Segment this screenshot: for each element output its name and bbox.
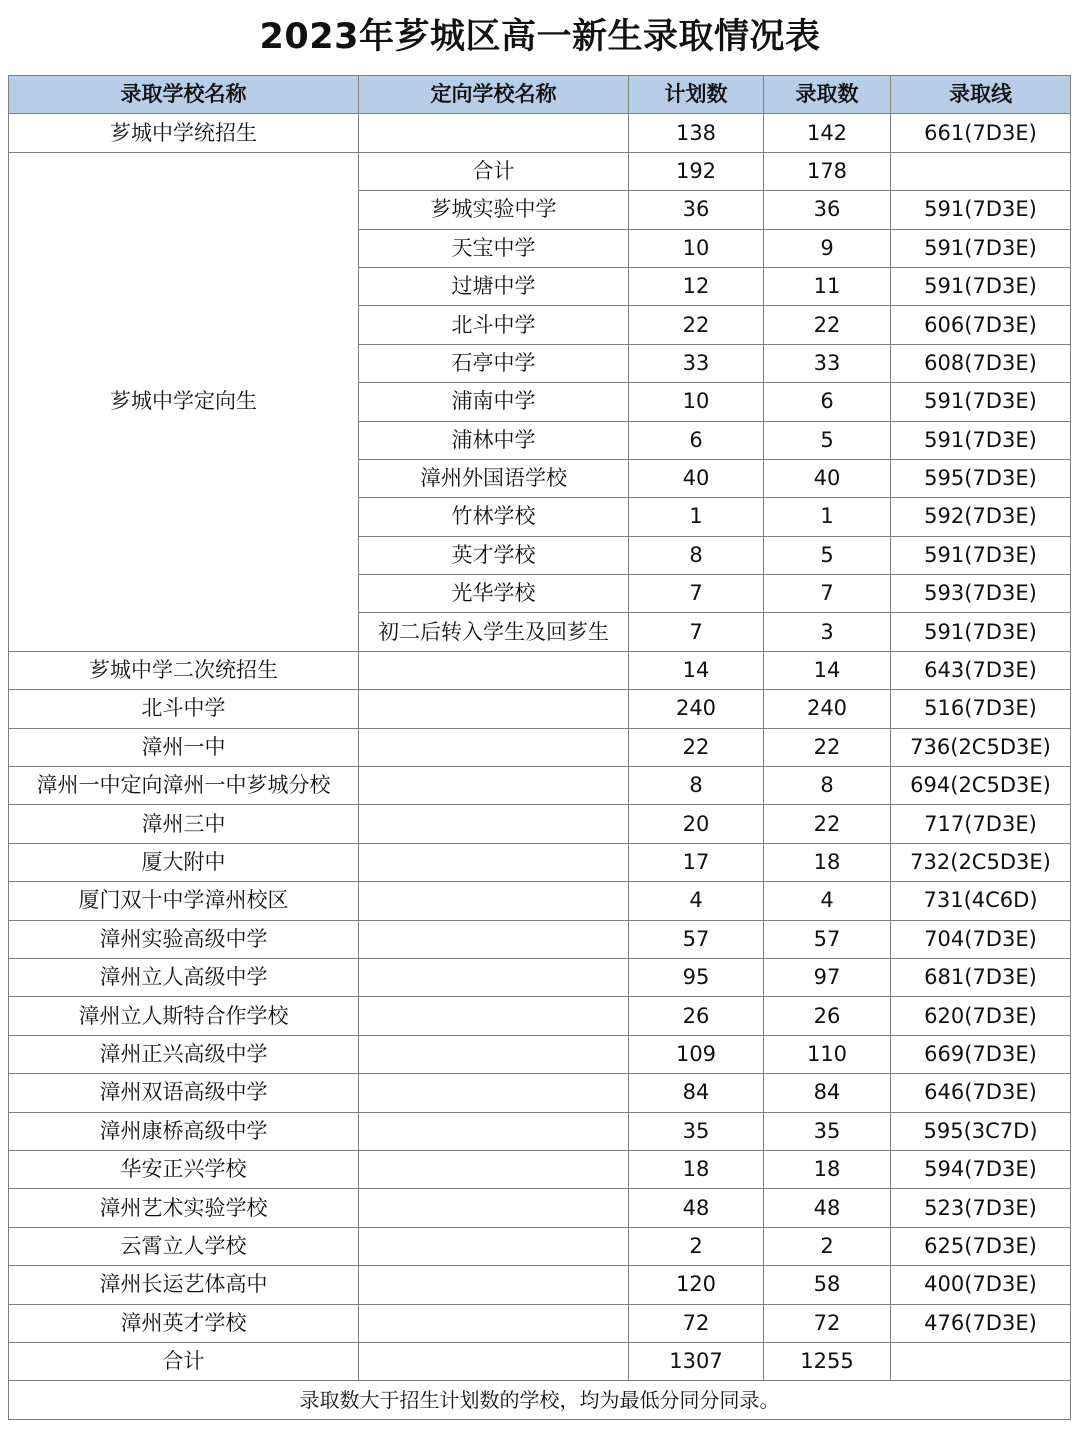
table-row	[9, 882, 1071, 920]
cutoff-score: 591(7D3E)	[891, 383, 1071, 421]
cutoff-score: 646(7D3E)	[891, 1074, 1071, 1112]
target-school: 过塘中学	[359, 267, 629, 305]
admit-count: 22	[764, 805, 891, 843]
cutoff-score: 661(7D3E)	[891, 114, 1071, 152]
plan-count: 95	[629, 958, 764, 996]
school-name: 云霄立人学校	[9, 1227, 359, 1265]
header-cutoff: 录取线	[891, 76, 1071, 114]
table-row	[9, 1074, 1071, 1112]
target-school	[359, 805, 629, 843]
admit-count: 22	[764, 728, 891, 766]
plan-count: 22	[629, 306, 764, 344]
school-name: 漳州艺术实验学校	[9, 1189, 359, 1227]
header-plan: 计划数	[629, 76, 764, 114]
school-name: 漳州三中	[9, 805, 359, 843]
school-name: 漳州立人斯特合作学校	[9, 997, 359, 1035]
plan-count: 8	[629, 767, 764, 805]
plan-count: 12	[629, 267, 764, 305]
target-school	[359, 1074, 629, 1112]
plan-count: 33	[629, 344, 764, 382]
admit-count: 57	[764, 920, 891, 958]
cutoff-score: 593(7D3E)	[891, 575, 1071, 613]
plan-count: 138	[629, 114, 764, 152]
admit-count: 240	[764, 690, 891, 728]
cutoff-score: 732(2C5D3E)	[891, 843, 1071, 881]
target-school: 合计	[359, 152, 629, 190]
admit-count: 58	[764, 1266, 891, 1304]
target-school	[359, 690, 629, 728]
plan-count: 14	[629, 651, 764, 689]
cutoff-score: 736(2C5D3E)	[891, 728, 1071, 766]
admit-count: 4	[764, 882, 891, 920]
school-name: 厦大附中	[9, 843, 359, 881]
cutoff-score: 592(7D3E)	[891, 498, 1071, 536]
cutoff-score: 608(7D3E)	[891, 344, 1071, 382]
plan-count: 2	[629, 1227, 764, 1265]
plan-count: 72	[629, 1304, 764, 1342]
admit-count: 6	[764, 383, 891, 421]
plan-count: 1	[629, 498, 764, 536]
table-row	[9, 728, 1071, 766]
page-title: 2023年芗城区高一新生录取情况表	[259, 17, 821, 57]
table-row	[9, 1227, 1071, 1265]
table-row	[9, 958, 1071, 996]
target-school	[359, 651, 629, 689]
target-school: 英才学校	[359, 536, 629, 574]
school-name: 漳州实验高级中学	[9, 920, 359, 958]
cutoff-score: 643(7D3E)	[891, 651, 1071, 689]
plan-count: 4	[629, 882, 764, 920]
plan-count: 36	[629, 191, 764, 229]
school-name: 华安正兴学校	[9, 1150, 359, 1188]
school-name: 芗城中学统招生	[9, 114, 359, 152]
plan-count: 192	[629, 152, 764, 190]
target-school: 初二后转入学生及回芗生	[359, 613, 629, 651]
cutoff-score: 400(7D3E)	[891, 1266, 1071, 1304]
target-school: 石亭中学	[359, 344, 629, 382]
target-school: 浦南中学	[359, 383, 629, 421]
school-name: 漳州双语高级中学	[9, 1074, 359, 1112]
cutoff-score	[891, 152, 1071, 190]
target-school: 芗城实验中学	[359, 191, 629, 229]
plan-count: 84	[629, 1074, 764, 1112]
table-row	[9, 114, 1071, 152]
cutoff-score: 694(2C5D3E)	[891, 767, 1071, 805]
table-row	[9, 843, 1071, 881]
admit-count: 35	[764, 1112, 891, 1150]
cutoff-score: 516(7D3E)	[891, 690, 1071, 728]
table-row	[9, 1189, 1071, 1227]
plan-count: 35	[629, 1112, 764, 1150]
table-row	[9, 767, 1071, 805]
cutoff-score: 595(3C7D)	[891, 1112, 1071, 1150]
admit-count: 33	[764, 344, 891, 382]
table-row	[9, 1266, 1071, 1304]
school-name: 漳州正兴高级中学	[9, 1035, 359, 1073]
school-name: 漳州立人高级中学	[9, 958, 359, 996]
cutoff-score: 731(4C6D)	[891, 882, 1071, 920]
admission-table	[8, 75, 1071, 1420]
plan-count: 6	[629, 421, 764, 459]
cutoff-score: 606(7D3E)	[891, 306, 1071, 344]
cutoff-score: 523(7D3E)	[891, 1189, 1071, 1227]
target-school	[359, 114, 629, 152]
header-target-school: 定向学校名称	[359, 76, 629, 114]
plan-count: 10	[629, 383, 764, 421]
admit-count: 72	[764, 1304, 891, 1342]
cutoff-score: 717(7D3E)	[891, 805, 1071, 843]
admit-count: 8	[764, 767, 891, 805]
target-school	[359, 767, 629, 805]
school-name: 漳州康桥高级中学	[9, 1112, 359, 1150]
cutoff-score: 594(7D3E)	[891, 1150, 1071, 1188]
target-school: 天宝中学	[359, 229, 629, 267]
table-row	[9, 805, 1071, 843]
target-school: 漳州外国语学校	[359, 459, 629, 497]
admit-count: 48	[764, 1189, 891, 1227]
plan-count: 7	[629, 575, 764, 613]
table-row	[9, 690, 1071, 728]
plan-count: 240	[629, 690, 764, 728]
admit-count: 178	[764, 152, 891, 190]
school-name: 漳州一中	[9, 728, 359, 766]
cutoff-score: 620(7D3E)	[891, 997, 1071, 1035]
admit-count: 3	[764, 613, 891, 651]
target-school: 光华学校	[359, 575, 629, 613]
admit-count: 1	[764, 498, 891, 536]
note-row	[9, 1381, 1071, 1419]
grand-total-row	[9, 1342, 1071, 1380]
target-school	[359, 920, 629, 958]
school-name: 厦门双十中学漳州校区	[9, 882, 359, 920]
plan-count: 26	[629, 997, 764, 1035]
admit-count: 84	[764, 1074, 891, 1112]
admit-count: 22	[764, 306, 891, 344]
header-row	[9, 76, 1071, 114]
plan-count: 57	[629, 920, 764, 958]
plan-count: 48	[629, 1189, 764, 1227]
school-name: 漳州长运艺体高中	[9, 1266, 359, 1304]
admit-count: 18	[764, 1150, 891, 1188]
plan-count: 22	[629, 728, 764, 766]
admit-count: 2	[764, 1227, 891, 1265]
admit-count: 26	[764, 997, 891, 1035]
plan-count: 40	[629, 459, 764, 497]
target-school	[359, 1227, 629, 1265]
admit-count: 9	[764, 229, 891, 267]
plan-count: 8	[629, 536, 764, 574]
plan-count: 109	[629, 1035, 764, 1073]
cutoff-score: 591(7D3E)	[891, 267, 1071, 305]
admit-count: 110	[764, 1035, 891, 1073]
target-school: 竹林学校	[359, 498, 629, 536]
plan-count: 18	[629, 1150, 764, 1188]
school-name: 北斗中学	[9, 690, 359, 728]
cutoff-score: 476(7D3E)	[891, 1304, 1071, 1342]
cutoff-score: 595(7D3E)	[891, 459, 1071, 497]
plan-count: 10	[629, 229, 764, 267]
admit-count: 14	[764, 651, 891, 689]
table-row	[9, 920, 1071, 958]
cutoff-score: 591(7D3E)	[891, 191, 1071, 229]
table-row	[9, 1150, 1071, 1188]
admit-count: 40	[764, 459, 891, 497]
school-name: 芗城中学二次统招生	[9, 651, 359, 689]
admit-count: 142	[764, 114, 891, 152]
grand-total-label: 合计	[9, 1342, 359, 1380]
table-row	[9, 997, 1071, 1035]
admit-count: 1255	[764, 1342, 891, 1380]
admit-count: 5	[764, 536, 891, 574]
table-row	[9, 1304, 1071, 1342]
cutoff-score: 591(7D3E)	[891, 229, 1071, 267]
cutoff-score: 669(7D3E)	[891, 1035, 1071, 1073]
cutoff-score: 681(7D3E)	[891, 958, 1071, 996]
plan-count: 1307	[629, 1342, 764, 1380]
admit-count: 18	[764, 843, 891, 881]
target-school	[359, 1266, 629, 1304]
school-name: 漳州一中定向漳州一中芗城分校	[9, 767, 359, 805]
admit-count: 11	[764, 267, 891, 305]
table-row	[9, 152, 1071, 190]
target-school	[359, 728, 629, 766]
school-name: 漳州英才学校	[9, 1304, 359, 1342]
target-school	[359, 1112, 629, 1150]
admit-count: 36	[764, 191, 891, 229]
header-school: 录取学校名称	[9, 76, 359, 114]
footnote: 录取数大于招生计划数的学校，均为最低分同分同录。	[9, 1381, 1071, 1419]
target-school	[359, 882, 629, 920]
plan-count: 17	[629, 843, 764, 881]
cutoff-score: 591(7D3E)	[891, 421, 1071, 459]
cutoff-score	[891, 1342, 1071, 1380]
table-row	[9, 1035, 1071, 1073]
target-school	[359, 843, 629, 881]
target-school: 浦林中学	[359, 421, 629, 459]
target-school	[359, 997, 629, 1035]
school-name-directed: 芗城中学定向生	[9, 152, 359, 651]
target-school	[359, 1150, 629, 1188]
admit-count: 5	[764, 421, 891, 459]
cutoff-score: 591(7D3E)	[891, 536, 1071, 574]
plan-count: 20	[629, 805, 764, 843]
admit-count: 97	[764, 958, 891, 996]
cutoff-score: 625(7D3E)	[891, 1227, 1071, 1265]
admit-count: 7	[764, 575, 891, 613]
plan-count: 7	[629, 613, 764, 651]
target-school	[359, 958, 629, 996]
target-school: 北斗中学	[359, 306, 629, 344]
target-school	[359, 1342, 629, 1380]
target-school	[359, 1189, 629, 1227]
table-row	[9, 651, 1071, 689]
cutoff-score: 704(7D3E)	[891, 920, 1071, 958]
target-school	[359, 1035, 629, 1073]
header-admit: 录取数	[764, 76, 891, 114]
table-row	[9, 1112, 1071, 1150]
target-school	[359, 1304, 629, 1342]
plan-count: 120	[629, 1266, 764, 1304]
cutoff-score: 591(7D3E)	[891, 613, 1071, 651]
